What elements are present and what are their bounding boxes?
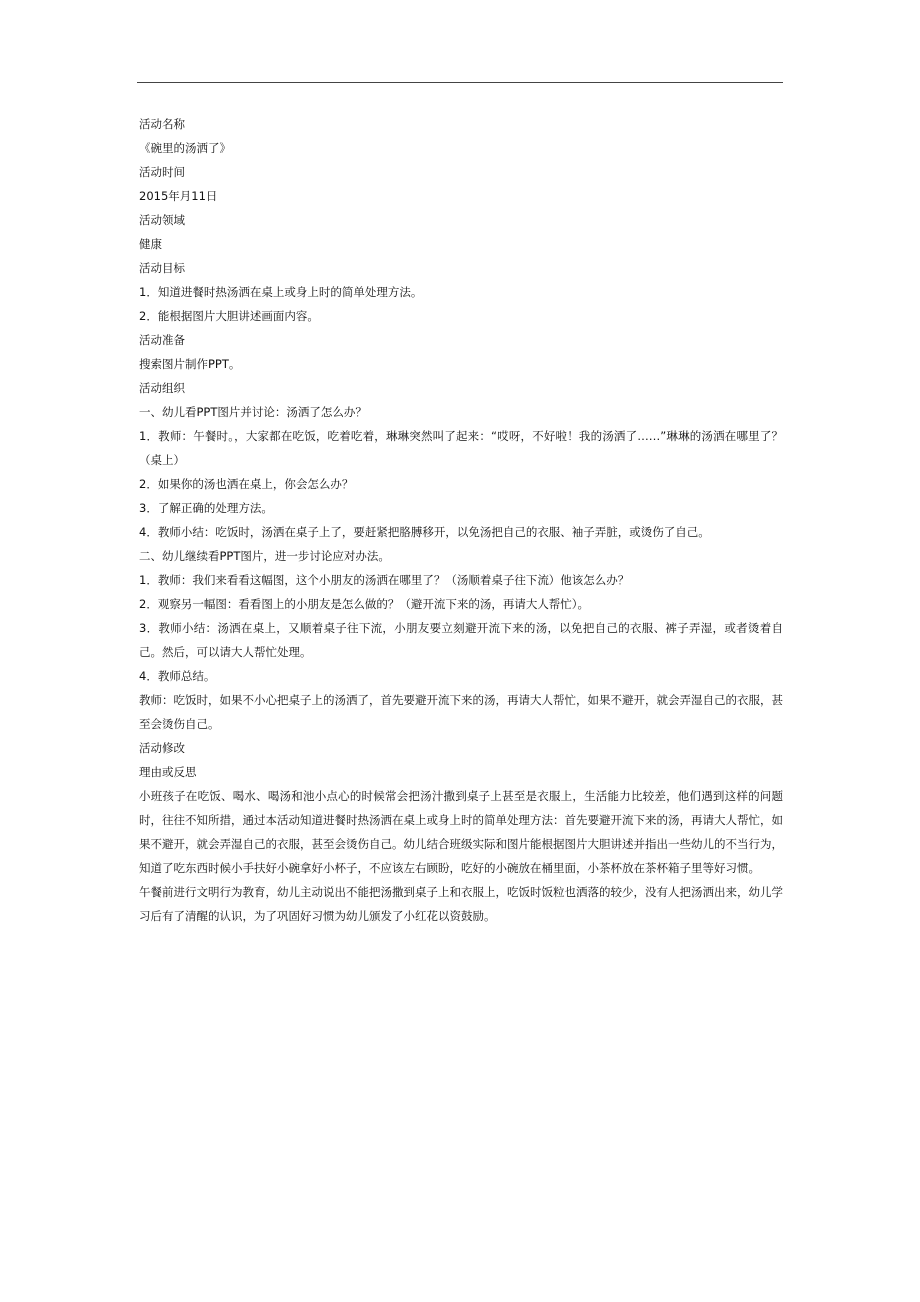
- document-body: [139, 112, 783, 928]
- reflection-paragraph: 午餐前进行文明行为教育，幼儿主动说出不能把汤撒到桌子上和衣服上，吃饭时饭粒也洒落的较少，没有人把汤洒出来，幼儿学习后有了清醒的认识，为了巩固好习惯为幼儿颁发了小红花以资鼓励。: [139, 885, 783, 923]
- heading-activity-time: 活动时间: [139, 165, 185, 179]
- section-two-step: 1．教师：我们来看看这幅图，这个小朋友的汤洒在哪里了？（汤顺着桌子往下流）他该怎么办？: [139, 573, 630, 587]
- heading-activity-goals: 活动目标: [139, 261, 185, 275]
- section-two-step: 3．教师小结：汤洒在桌上，又顺着桌子往下流，小朋友要立刻避开流下来的汤，以免把自己的衣服、裤子弄湿，或者烫着自己。然后，可以请大人帮忙处理。: [139, 621, 783, 659]
- section-two-step: 4．教师总结。: [139, 669, 216, 683]
- heading-activity-revision: 活动修改: [139, 741, 185, 755]
- section-two-title: 二、幼儿继续看PPT图片，进一步讨论应对办法。: [139, 549, 390, 563]
- activity-domain: 健康: [139, 237, 162, 251]
- reflection-paragraph: 小班孩子在吃饭、喝水、喝汤和池小点心的时候常会把汤汁撒到桌子上甚至是衣服上，生活能力比较差，他们遇到这样的问题时，往往不知所措，通过本活动知道进餐时热汤洒在桌上或身上时的简单处理方法：首先要避开流下来的汤，再请大人帮忙，如果不避开，就会弄湿自己的衣服，甚至会烫伤自己。幼儿结合班级实际和图片能根据图片大胆讲述并指出一些幼儿的不当行为，知道了吃东西时候小手扶好小碗拿好小杯子，不应该左右顾盼，吃好的小碗放在桶里面，小茶杯放在茶杯箱子里等好习惯。: [139, 789, 783, 875]
- section-one-step: 3．了解正确的处理方法。: [139, 501, 273, 515]
- section-two-step: 2．观察另一幅图：看看图上的小朋友是怎么做的？（避开流下来的汤，再请大人帮忙）。: [139, 597, 590, 611]
- section-one-step: 4．教师小结：吃饭时，汤洒在桌子上了，要赶紧把胳膊移开，以免汤把自己的衣服、袖子弄脏，或烫伤了自己。: [139, 525, 710, 539]
- heading-activity-name: 活动名称: [139, 117, 185, 131]
- heading-activity-preparation: 活动准备: [139, 333, 185, 347]
- teacher-summary: 教师：吃饭时，如果不小心把桌子上的汤洒了，首先要避开流下来的汤，再请大人帮忙，如果不避开，就会弄湿自己的衣服，甚至会烫伤自己。: [139, 693, 783, 731]
- header-rule: [137, 82, 783, 83]
- heading-reflection: 理由或反思: [139, 765, 197, 779]
- section-one-step: 2．如果你的汤也洒在桌上，你会怎么办？: [139, 477, 354, 491]
- heading-activity-domain: 活动领域: [139, 213, 185, 227]
- goal-item: 1．知道进餐时热汤洒在桌上或身上时的简单处理方法。: [139, 285, 423, 299]
- heading-activity-organization: 活动组织: [139, 381, 185, 395]
- goal-item: 2．能根据图片大胆讲述画面内容。: [139, 309, 319, 323]
- section-one-step: 1．教师：午餐时。，大家都在吃饭，吃着吃着，琳琳突然叫了起来：“哎呀，不好啦！我的汤洒了……”琳琳的汤洒在哪里了？（桌上）: [139, 429, 783, 467]
- section-one-title: 一、幼儿看PPT图片并讨论：汤洒了怎么办？: [139, 405, 367, 419]
- activity-date: 2015年月11日: [139, 189, 218, 203]
- activity-title: 《碗里的汤洒了》: [139, 141, 231, 155]
- preparation-text: 搜索图片制作PPT。: [139, 357, 241, 371]
